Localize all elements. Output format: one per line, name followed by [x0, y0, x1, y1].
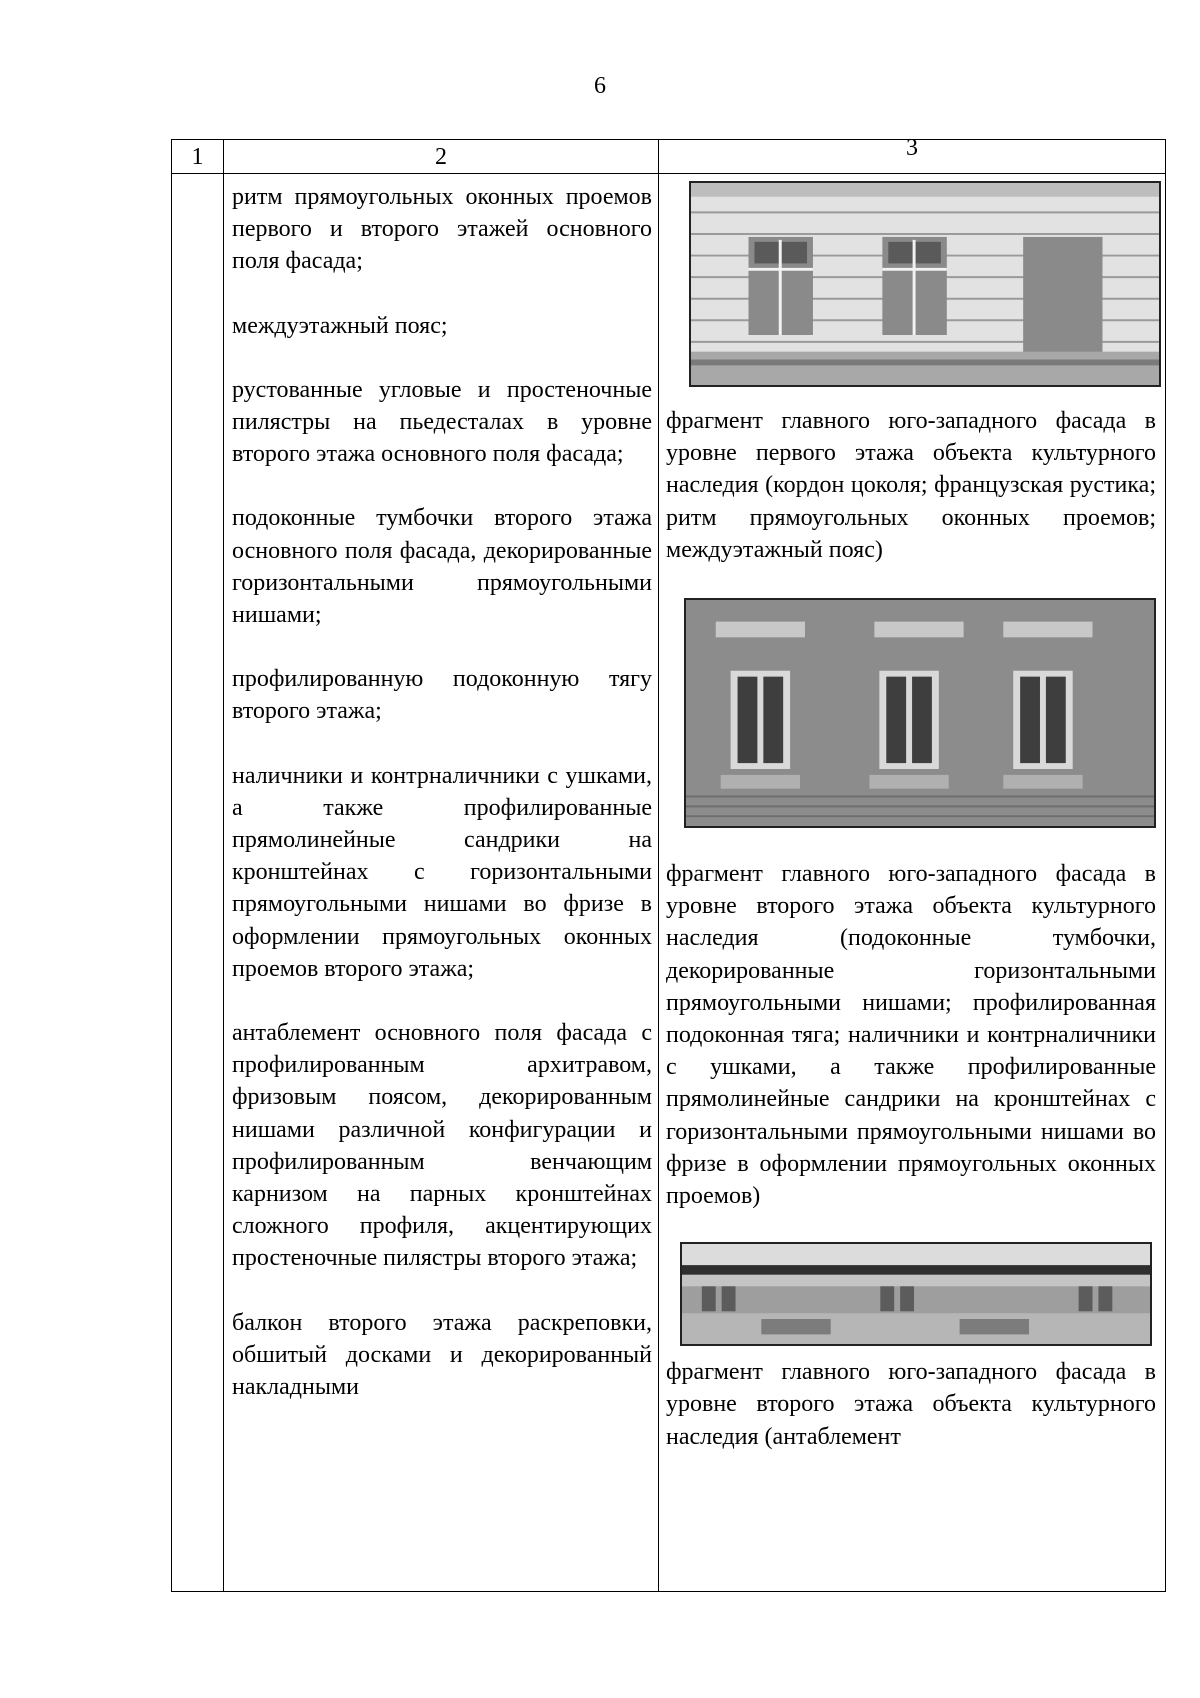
- column-divider: [223, 140, 224, 1591]
- photo-column: [666, 181, 1156, 1453]
- photo-caption: фрагмент главного юго-западного фасада в уровне второго этажа объекта культурного наследия (подоконные тумбочки, декорированные горизонтальными прямоугольными нишами; профилированная подоконная тяга; наличники и контрналичники с ушками, а также профилированные прямолинейные сандрики на кронштейнах с горизонтальными прямоугольными нишами во фризе в оформлении прямоугольных оконных проемов): [666, 861, 1156, 1210]
- list-item: междуэтажный пояс;: [232, 312, 448, 339]
- column-header-1: 1: [191, 144, 204, 170]
- facade-photo-first-floor: [689, 181, 1161, 387]
- list-item: рустованные угловые и простеночные пилястры на пьедесталах в уровне второго этажа основного поля фасада;: [232, 376, 652, 468]
- header-divider: [172, 173, 1165, 174]
- list-item: ритм прямоугольных оконных проемов первого и второго этажей основного поля фасада;: [232, 184, 652, 275]
- list-item: балкон второго этажа раскреповки, обшитый досками и декорированный накладными: [232, 1309, 652, 1401]
- page-number: 6: [594, 73, 606, 99]
- photo-caption: фрагмент главного юго-западного фасада в уровне второго этажа объекта культурного наследия (антаблемент: [666, 1359, 1156, 1450]
- element-list: [232, 181, 652, 1403]
- list-item: подоконные тумбочки второго этажа основного поля фасада, декорированные горизонтальными прямоугольными нишами;: [232, 505, 652, 629]
- column-header-2: 2: [435, 144, 447, 170]
- list-item: антаблемент основного поля фасада с профилированным архитравом, фризовым поясом, декорированным нишами различной конфигурации и профилированным венчающим карнизом на парных кронштейнах сложного профиля, акцентирующих простеночные пилястры второго этажа;: [232, 1020, 652, 1272]
- photo-caption: фрагмент главного юго-западного фасада в уровне первого этажа объекта культурного наследия (кордон цоколя; французская рустика; ритм прямоугольных оконных проемов; междуэтажный пояс): [666, 408, 1156, 563]
- facade-photo-second-floor: [684, 598, 1156, 828]
- document-table: [171, 135, 1166, 1592]
- facade-photo-entablature: [680, 1242, 1152, 1346]
- list-item: наличники и контрналичники с ушками, а также профилированные прямолинейные сандрики на кронштейнах с горизонтальными прямоугольными нишами во фризе в оформлении прямоугольных оконных проемов второго этажа;: [232, 762, 652, 982]
- list-item: профилированную подоконную тягу второго этажа;: [232, 666, 652, 725]
- column-divider: [658, 140, 659, 1591]
- column-header-3: 3: [906, 135, 918, 161]
